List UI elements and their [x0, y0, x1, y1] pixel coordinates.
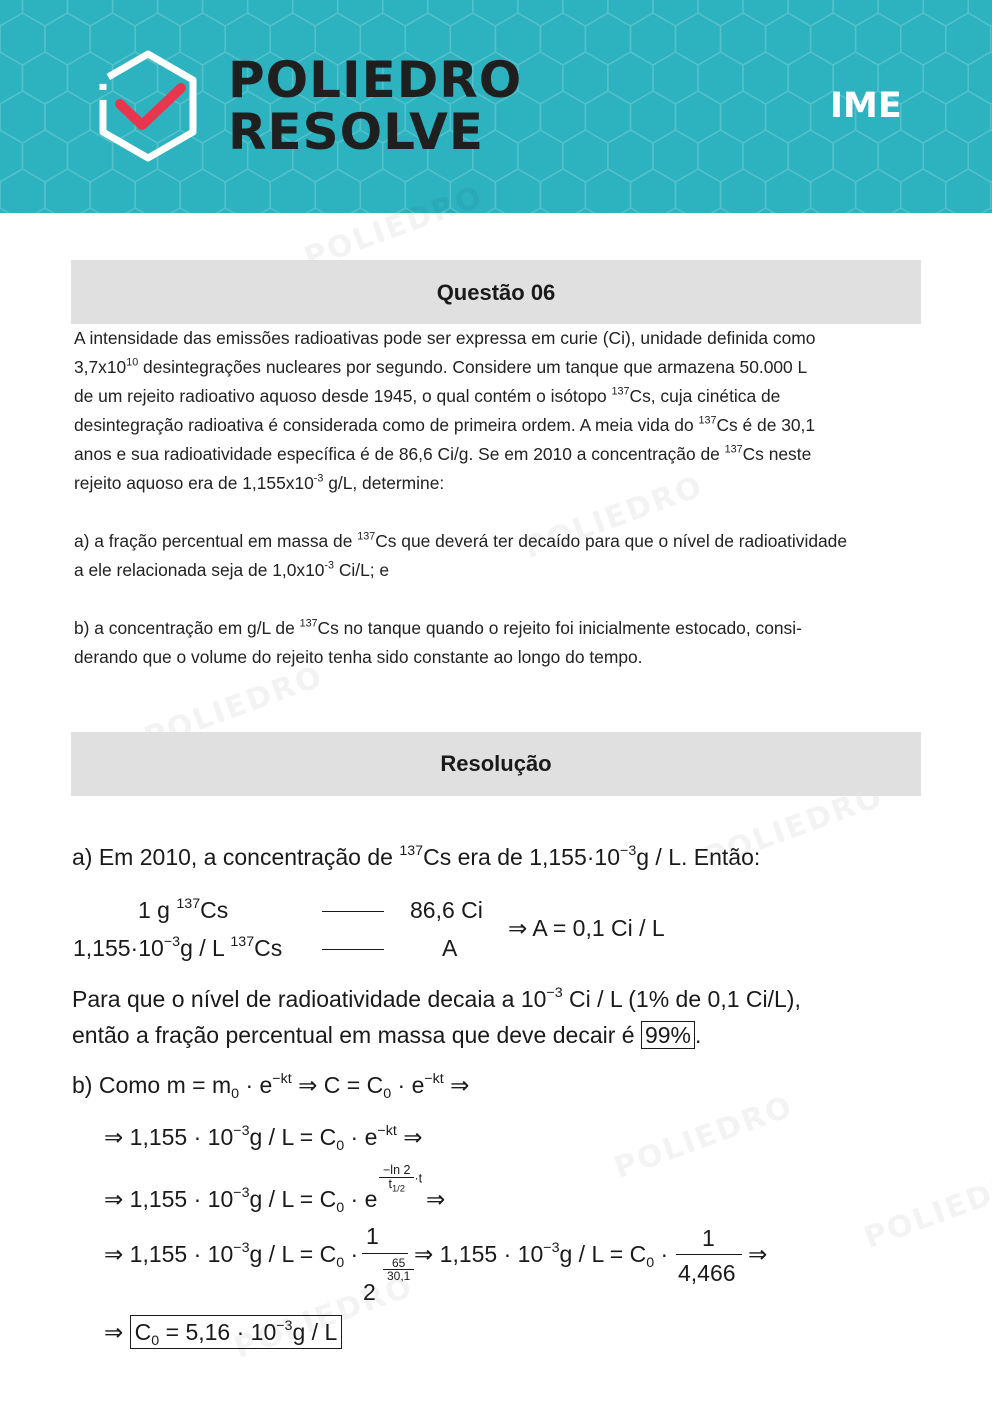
fraction2-numerator: 1	[702, 1225, 715, 1251]
check-hexagon-logo-icon	[95, 50, 201, 162]
fraction-numerator: 1	[366, 1223, 379, 1249]
intro-line: desintegração radioativa é considerada como de primeira ordem. A meia vida do $^{137}$Cs é de 30,1	[74, 414, 816, 435]
brand-line-1: POLIEDRO	[228, 51, 523, 109]
fraction2-line	[676, 1254, 742, 1255]
proportion-row1-right: 86,6 Ci	[410, 897, 483, 923]
fraction2-denominator: 4,466	[678, 1260, 736, 1286]
proportion-dash	[322, 911, 384, 912]
denominator-exponent: $\frac{65}{30,1}$	[383, 1257, 414, 1282]
resolution-b-line4-left: ⇒ $1,155 \cdot 10^{-3}g / L = C_0$ ·	[104, 1240, 359, 1271]
exponent-fraction: $\frac{-\ln 2}{t_{1/2}}$ ·t	[379, 1164, 422, 1193]
result-a-activity: ⇒ A = 0,1 Ci / L	[508, 915, 665, 941]
answer-b-box: $C_0 = 5,16 \cdot 10^{-3}g / L$	[130, 1315, 343, 1349]
arrow: ⇒	[426, 1186, 446, 1212]
brand-logo-text	[228, 51, 523, 161]
watermark	[860, 1159, 992, 1256]
proportion-row2-right: A	[442, 935, 458, 961]
resolution-b-line1: b) Como $m = m_0 \cdot e^{-kt}$ ⇒ $C = C_0 \cdot e^{-kt}$ ⇒	[72, 1071, 470, 1102]
item-b-line: derando que o volume do rejeito tenha sido constante ao longo do tempo.	[74, 647, 643, 667]
proportion-dash	[322, 949, 384, 950]
resolution-b-line4-middle: ⇒ $1,155 \cdot 10^{-3}g / L = C_0$ ·	[414, 1240, 669, 1271]
conclusion-a-line1: Para que o nível de radioatividade decaia a $10^{-3}$ Ci / L (1% de 0,1 Ci/L),	[72, 985, 801, 1012]
watermark	[610, 1089, 798, 1186]
intro-line: rejeito aquoso era de $1,155x10^{-3}$ g/L, determine:	[74, 472, 445, 493]
conclusion-a-line2: então a fração percentual em massa que deve decair é 99% .	[72, 1022, 702, 1048]
resolution-a-intro: a) Em 2010, a concentração de $^{137}$Cs era de $1,155\cdot 10^{-3}g / L$. Então:	[72, 843, 761, 870]
item-b-line: b) a concentração em g/L de $^{137}$Cs no tanque quando o rejeito foi inicialmente estocado, consi-	[74, 617, 802, 638]
answer-a-box: 99%	[641, 1021, 695, 1049]
proportion-row2-left: $1,155\cdot 10^{-3}g / L$ $^{137}$Cs	[73, 934, 283, 961]
resolution-b-line3: ⇒ $1,155 \cdot 10^{-3}g / L = C_0 \cdot e$	[104, 1185, 378, 1216]
arrow: ⇒	[748, 1241, 768, 1267]
item-a-line: a ele relacionada seja de $1,0x10^{-3}$ Ci/L; e	[74, 559, 390, 580]
question-title: Questão 06	[71, 260, 921, 324]
brand-line-2: RESOLVE	[228, 103, 484, 161]
intro-line: anos e sua radioatividade específica é de 86,6 Ci/g. Se em 2010 a concentração de $^{137}$Cs neste	[74, 443, 812, 464]
resolution-b-line2: ⇒ $1,155 \cdot 10^{-3}g / L = C_0 \cdot e^{-kt}$ ⇒	[104, 1123, 423, 1154]
question-item-b	[74, 614, 918, 672]
proportion-row1-left: 1 g $^{137}$Cs	[138, 896, 229, 923]
intro-line: $3,7x10^{10}$ desintegrações nucleares por segundo. Considere um tanque que armazena 50.000 L	[74, 356, 808, 377]
fraction-line	[362, 1253, 408, 1254]
resolution-title: Resolução	[71, 732, 921, 796]
resolution-b-answer: ⇒ $C_0 = 5,16 \cdot 10^{-3}g / L$	[104, 1321, 342, 1344]
item-a-line: a) a fração percentual em massa de $^{137}$Cs que deverá ter decaído para que o nível de radioatividade	[74, 530, 848, 551]
fraction-denominator-base: 2	[363, 1279, 376, 1305]
exam-tag: IME	[830, 86, 902, 126]
page-header	[0, 0, 992, 213]
intro-line: A intensidade das emissões radioativas pode ser expressa em curie (Ci), unidade definida como	[74, 328, 816, 348]
intro-line: de um rejeito radioativo aquoso desde 1945, o qual contém o isótopo $^{137}$Cs, cuja cinética de	[74, 385, 781, 406]
question-item-a	[74, 527, 918, 585]
question-intro	[74, 324, 918, 498]
